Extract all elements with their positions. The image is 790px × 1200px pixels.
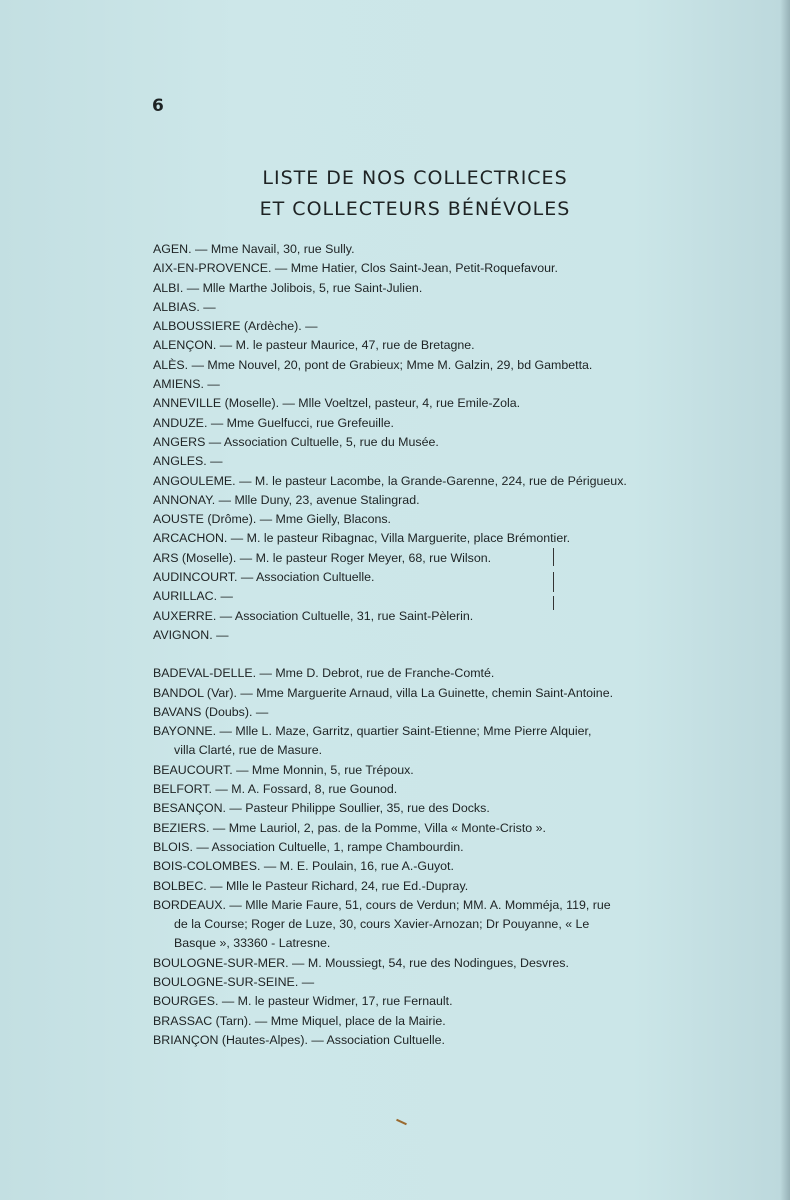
collector-list — [153, 240, 693, 1050]
list-item — [153, 896, 693, 954]
list-item-text: BEZIERS. — Mme Lauriol, 2, pas. de la Pomme, Villa « Monte-Cristo ». — [153, 820, 546, 835]
list-item — [153, 1031, 693, 1050]
list-item-text: AOUSTE (Drôme). — Mme Gielly, Blacons. — [153, 512, 391, 527]
section-gap — [153, 645, 693, 664]
list-item-text: ANNEVILLE (Moselle). — Mlle Voeltzel, pasteur, 4, rue Emile-Zola. — [153, 396, 521, 411]
list-item — [153, 529, 693, 548]
list-item — [153, 452, 693, 471]
page-edge-shadow — [780, 0, 790, 1200]
list-item — [153, 664, 693, 683]
list-item — [153, 472, 693, 491]
list-item — [153, 626, 693, 645]
list-item-text: BOULOGNE-SUR-SEINE. — — [153, 974, 315, 989]
list-item — [153, 433, 693, 452]
list-item — [153, 1012, 693, 1031]
list-item-text: BOURGES. — M. le pasteur Widmer, 17, rue Fernault. — [153, 994, 453, 1009]
list-item-continuation: villa Clarté, rue de Masure. — [174, 743, 323, 758]
list-item-text: BAVANS (Doubs). — — [153, 704, 269, 719]
list-item-text: ARS (Moselle). — M. le pasteur Roger Meyer, 68, rue Wilson. — [153, 550, 492, 565]
margin-mark — [553, 548, 554, 566]
list-item — [153, 510, 693, 529]
list-item-text: ANGLES. — — [153, 454, 223, 469]
list-item — [153, 722, 693, 761]
margin-mark — [553, 596, 554, 610]
list-item — [153, 857, 693, 876]
list-item — [153, 587, 693, 606]
list-item-text: AVIGNON. — — [153, 627, 229, 642]
list-item-text: BAYONNE. — Mlle L. Maze, Garritz, quartier Saint-Etienne; Mme Pierre Alquier, — [153, 724, 592, 739]
list-item-text: ANDUZE. — Mme Guelfucci, rue Grefeuille. — [153, 415, 394, 430]
list-item-text: BOULOGNE-SUR-MER. — M. Moussiegt, 54, rue des Nodingues, Desvres. — [153, 955, 569, 970]
list-item-text: BADEVAL-DELLE. — Mme D. Debrot, rue de Franche-Comté. — [153, 666, 495, 681]
list-item-text: BOIS-COLOMBES. — M. E. Poulain, 16, rue A.-Guyot. — [153, 859, 454, 874]
list-item — [153, 279, 693, 298]
list-item-continuation: de la Course; Roger de Luze, 30, cours Xavier-Arnozan; Dr Pouyanne, « Le — [174, 917, 590, 932]
margin-mark — [553, 572, 554, 592]
list-item — [153, 761, 693, 780]
page-number: 6 — [152, 96, 164, 116]
list-item-text: AGEN. — Mme Navail, 30, rue Sully. — [153, 242, 355, 256]
list-item-text: BESANÇON. — Pasteur Philippe Soullier, 35, rue des Docks. — [153, 801, 490, 816]
list-item — [153, 992, 693, 1011]
list-item — [153, 973, 693, 992]
list-item-text: ALBOUSSIERE (Ardèche). — — [153, 319, 318, 334]
list-item — [153, 703, 693, 722]
list-item-text: ALBI. — Mlle Marthe Jolibois, 5, rue Saint-Julien. — [153, 280, 423, 295]
list-item — [153, 240, 693, 259]
list-item — [153, 336, 693, 355]
list-item-text: ALENÇON. — M. le pasteur Maurice, 47, rue de Bretagne. — [153, 338, 475, 353]
list-item — [153, 549, 693, 568]
list-item-text: ARCACHON. — M. le pasteur Ribagnac, Villa Marguerite, place Brémontier. — [153, 531, 571, 546]
page-title-line-1: LISTE DE NOS COLLECTRICES — [262, 167, 568, 189]
list-item-text: ALÈS. — Mme Nouvel, 20, pont de Grabieux; Mme M. Galzin, 29, bd Gambetta. — [153, 357, 593, 372]
list-item — [153, 375, 693, 394]
list-item-text: BANDOL (Var). — Mme Marguerite Arnaud, villa La Guinette, chemin Saint-Antoine. — [153, 685, 614, 700]
list-item-text: AURILLAC. — — [153, 589, 233, 604]
list-item-text: ALBIAS. — — [153, 299, 216, 314]
list-item — [153, 317, 693, 336]
list-item — [153, 394, 693, 413]
list-item — [153, 414, 693, 433]
list-item-text: BELFORT. — M. A. Fossard, 8, rue Gounod. — [153, 782, 398, 797]
list-item — [153, 684, 693, 703]
list-item-text: BRASSAC (Tarn). — Mme Miquel, place de la Mairie. — [153, 1013, 446, 1028]
list-item-text: ANNONAY. — Mlle Duny, 23, avenue Stalingrad. — [153, 492, 420, 507]
page-title-line-2: ET COLLECTEURS BÉNÉVOLES — [259, 198, 571, 220]
list-item — [153, 259, 693, 278]
list-item — [153, 298, 693, 317]
list-item-text: AMIENS. — — [153, 377, 220, 392]
list-item — [153, 819, 693, 838]
list-item-text: BRIANÇON (Hautes-Alpes). — Association Cultuelle. — [153, 1032, 445, 1047]
list-item — [153, 877, 693, 896]
list-item-text: BORDEAUX. — Mlle Marie Faure, 51, cours de Verdun; MM. A. Momméja, 119, rue — [153, 897, 611, 912]
list-item-text: ANGOULEME. — M. le pasteur Lacombe, la Grande-Garenne, 224, rue de Périgueux. — [153, 473, 627, 488]
list-item-text: BOLBEC. — Mlle le Pasteur Richard, 24, rue Ed.-Dupray. — [153, 878, 469, 893]
list-item — [153, 838, 693, 857]
list-item-text: ANGERS — Association Cultuelle, 5, rue du Musée. — [153, 434, 439, 449]
list-item-text: AIX-EN-PROVENCE. — Mme Hatier, Clos Saint-Jean, Petit-Roquefavour. — [153, 261, 558, 276]
list-item — [153, 607, 693, 626]
list-item-text: BEAUCOURT. — Mme Monnin, 5, rue Trépoux. — [153, 762, 414, 777]
list-item — [153, 491, 693, 510]
list-item — [153, 568, 693, 587]
list-item-text: AUDINCOURT. — Association Cultuelle. — [153, 570, 375, 585]
list-item — [153, 780, 693, 799]
list-item-continuation: Basque », 33360 - Latresne. — [174, 936, 331, 951]
list-item — [153, 954, 693, 973]
list-item-text: AUXERRE. — Association Cultuelle, 31, rue Saint-Pèlerin. — [153, 608, 474, 623]
list-item — [153, 356, 693, 375]
list-item-text: BLOIS. — Association Cultuelle, 1, rampe Chambourdin. — [153, 839, 464, 854]
list-item — [153, 799, 693, 818]
